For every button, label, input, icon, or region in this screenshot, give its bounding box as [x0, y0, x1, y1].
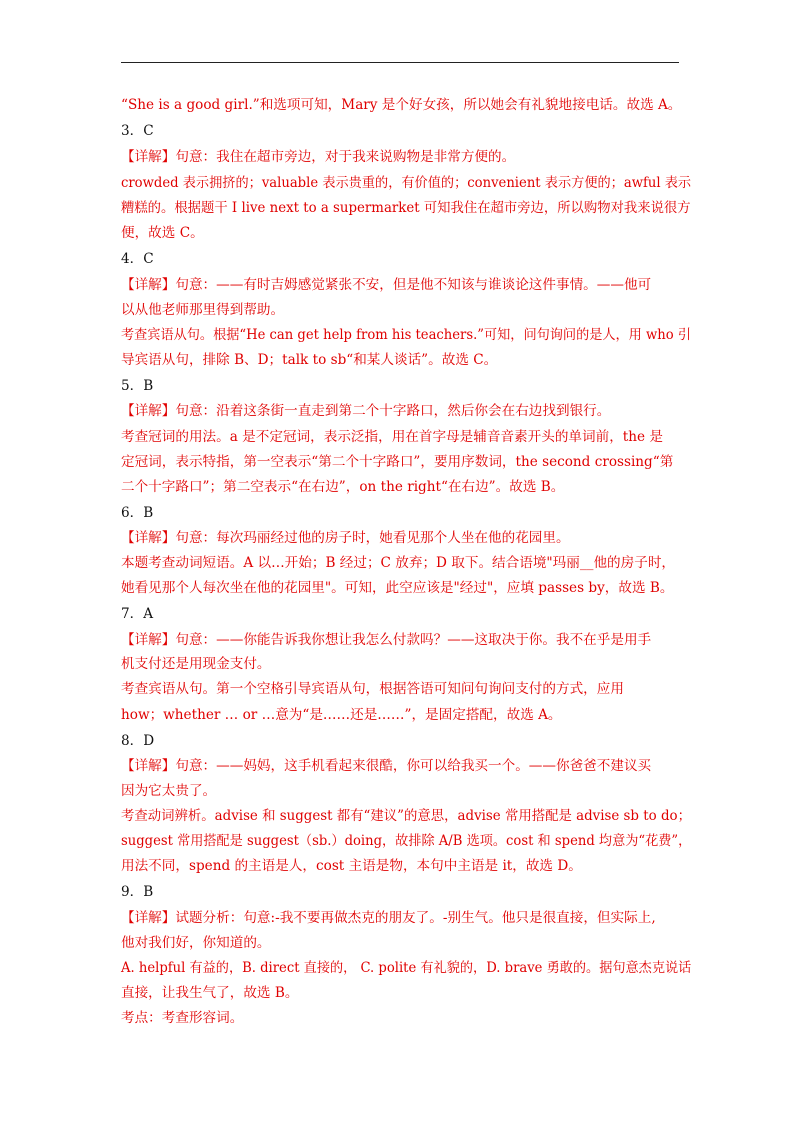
text-line: 他对我们好，你知道的。	[121, 935, 271, 951]
text-line: 【详解】句意：——妈妈，这手机看起来很酷，你可以给我买一个。——你爸爸不建议买	[121, 758, 652, 774]
text-line: 考查动词辨析。advise 和 suggest 都有“建议”的意思，advise 常用搭配是 advise sb to do；	[121, 808, 691, 824]
question-number: 5．B	[121, 378, 154, 394]
text-line: “She is a good girl.”和选项可知，Mary 是个好女孩，所以她会有礼貌地接电话。故选 A。	[121, 97, 682, 113]
text-line: 直接，让我生气了，故选 B。	[121, 985, 299, 1001]
text-line: 【详解】句意：——你能告诉我你想让我怎么付款吗？——这取决于你。我不在乎是用手	[121, 632, 652, 648]
text-line: 考点：考查形容词。	[121, 1010, 244, 1026]
text-line: crowded 表示拥挤的；valuable 表示贵重的，有价值的；convenient 表示方便的；awful 表示	[121, 175, 692, 191]
text-line: 考查宾语从句。根据“He can get help from his teachers.”可知，问句询问的是人，用 who 引	[121, 327, 692, 343]
question-number: 8．D	[121, 733, 155, 749]
text-line: 考查冠词的用法。a 是不定冠词，表示泛指，用在首字母是辅音音素开头的单词前，the 是	[121, 429, 663, 445]
text-line: 【详解】句意：沿着这条街一直走到第二个十字路口，然后你会在右边找到银行。	[121, 403, 611, 419]
text-line: 糟糕的。根据题干 I live next to a supermarket 可知我住在超市旁边，所以购物对我来说很方	[121, 200, 691, 216]
text-line: 便，故选 C。	[121, 225, 204, 241]
text-line: A. helpful 有益的，B. direct 直接的， C. polite 有礼貌的，D. brave 勇敢的。据句意杰克说话	[121, 960, 692, 976]
text-line: 机支付还是用现金支付。	[121, 656, 271, 672]
question-number: 4．C	[121, 251, 154, 267]
text-line: 因为它太贵了。	[121, 783, 217, 799]
text-line: how；whether … or …意为“是……还是……”，是固定搭配，故选 A。	[121, 707, 562, 723]
header-rule	[121, 62, 679, 63]
text-line: 二个十字路口”；第二空表示“在右边”，on the right“在右边”。故选 B。	[121, 479, 565, 495]
text-line: 本题考查动词短语。A 以…开始；B 经过；C 放弃；D 取下。结合语境"玛丽__他的房子时，	[121, 555, 676, 571]
question-number: 3．C	[121, 123, 154, 139]
question-number: 9．B	[121, 884, 154, 900]
question-number: 6．B	[121, 505, 154, 521]
text-line: 以从他老师那里得到帮助。	[121, 302, 285, 318]
text-line: 考查宾语从句。第一个空格引导宾语从句，根据答语可知问句询问支付的方式，应用	[121, 681, 624, 697]
text-line: 她看见那个人每次坐在他的花园里"。可知，此空应该是"经过"，应填 passes by，故选 B。	[121, 580, 674, 596]
text-line: 【详解】试题分析：句意:-我不要再做杰克的朋友了。-别生气。他只是很直接，但实际上,	[121, 910, 656, 926]
text-line: 用法不同，spend 的主语是人，cost 主语是物，本句中主语是 it，故选 D。	[121, 858, 582, 874]
text-line: 导宾语从句，排除 B、D；talk to sb“和某人谈话”。故选 C。	[121, 352, 498, 368]
question-number: 7．A	[121, 606, 154, 622]
text-line: 定冠词，表示特指，第一空表示“第二个十字路口”，要用序数词，the second crossing“第	[121, 454, 674, 470]
text-line: suggest 常用搭配是 suggest（sb.）doing，故排除 A/B 选项。cost 和 spend 均意为“花费”，	[121, 833, 692, 849]
text-line: 【详解】句意：——有时吉姆感觉紧张不安，但是他不知该与谁谈论这件事情。——他可	[121, 277, 652, 293]
text-line: 【详解】句意：每次玛丽经过他的房子时，她看见那个人坐在他的花园里。	[121, 530, 570, 546]
text-line: 【详解】句意：我住在超市旁边，对于我来说购物是非常方便的。	[121, 149, 516, 165]
